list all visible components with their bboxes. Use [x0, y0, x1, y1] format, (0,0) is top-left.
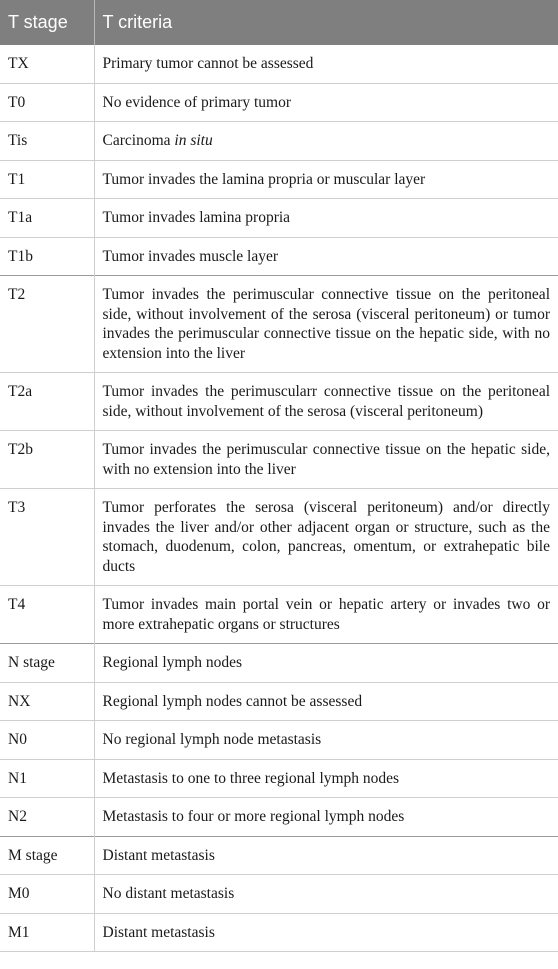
table-row [0, 759, 558, 798]
criteria-cell: Tumor invades the perimuscular connective tissue on the peritoneal side, without involvement of the serosa (visceral peritoneum) or tumor invades the perimuscular connective tissue on the hepatic side, with no extension into the liver [94, 276, 558, 373]
criteria-cell: No regional lymph node metastasis [94, 721, 558, 760]
stage-cell: T1b [0, 237, 94, 276]
table-row [0, 122, 558, 161]
table-row [0, 836, 558, 875]
table-row [0, 644, 558, 683]
stage-cell: N1 [0, 759, 94, 798]
criteria-cell: Tumor invades lamina propria [94, 199, 558, 238]
table-row [0, 431, 558, 489]
header-row [0, 0, 558, 45]
criteria-cell: Distant metastasis [94, 913, 558, 952]
criteria-cell: Metastasis to one to three regional lymph nodes [94, 759, 558, 798]
criteria-italic-text: in situ [174, 132, 213, 149]
table-row [0, 276, 558, 373]
criteria-cell: Regional lymph nodes cannot be assessed [94, 682, 558, 721]
header-t-stage: T stage [0, 0, 94, 45]
table-row [0, 237, 558, 276]
criteria-cell: Tumor invades the perimuscularr connective tissue on the peritoneal side, without involvement of the serosa (visceral peritoneum) [94, 373, 558, 431]
criteria-cell: Tumor invades the lamina propria or muscular layer [94, 160, 558, 199]
stage-cell: T2b [0, 431, 94, 489]
criteria-cell: Tumor invades the perimuscular connective tissue on the hepatic side, with no extension into the liver [94, 431, 558, 489]
criteria-cell: Metastasis to four or more regional lymph nodes [94, 798, 558, 837]
stage-cell: N2 [0, 798, 94, 837]
stage-cell: T3 [0, 489, 94, 586]
criteria-cell: No distant metastasis [94, 875, 558, 914]
table-body [0, 45, 558, 952]
criteria-cell: No evidence of primary tumor [94, 83, 558, 122]
criteria-cell: Tumor invades main portal vein or hepatic artery or invades two or more extrahepatic organs or structures [94, 586, 558, 644]
stage-cell: N0 [0, 721, 94, 760]
table-row [0, 160, 558, 199]
table-header [0, 0, 558, 45]
criteria-cell [94, 122, 558, 161]
stage-cell: M1 [0, 913, 94, 952]
header-t-criteria: T criteria [94, 0, 558, 45]
table-row [0, 45, 558, 83]
table-row [0, 721, 558, 760]
table-row [0, 875, 558, 914]
stage-cell: T1 [0, 160, 94, 199]
table-row [0, 913, 558, 952]
stage-cell: Tis [0, 122, 94, 161]
stage-cell: TX [8, 55, 29, 72]
criteria-cell: Distant metastasis [94, 836, 558, 875]
table-row [0, 83, 558, 122]
table-row [0, 199, 558, 238]
stage-cell: NX [0, 682, 94, 721]
criteria-cell: Tumor perforates the serosa (visceral peritoneum) and/or directly invades the liver and/or other adjacent organ or structure, such as the stomach, duodenum, colon, pancreas, omentum, or extrahepatic bile ducts [94, 489, 558, 586]
table-row [0, 682, 558, 721]
stage-cell: N stage [0, 644, 94, 683]
table-row [0, 373, 558, 431]
stage-cell: T2 [0, 276, 94, 373]
stage-cell: M stage [0, 836, 94, 875]
table-row [0, 489, 558, 586]
stage-cell: M0 [0, 875, 94, 914]
table-row [0, 586, 558, 644]
stage-cell: T4 [0, 586, 94, 644]
stage-cell: T0 [0, 83, 94, 122]
stage-cell: T1a [0, 199, 94, 238]
criteria-cell: Tumor invades muscle layer [94, 237, 558, 276]
criteria-cell: Primary tumor cannot be assessed [94, 45, 558, 83]
criteria-cell: Regional lymph nodes [94, 644, 558, 683]
table-row [0, 798, 558, 837]
criteria-text: Carcinoma [102, 132, 175, 149]
stage-cell: T2a [0, 373, 94, 431]
